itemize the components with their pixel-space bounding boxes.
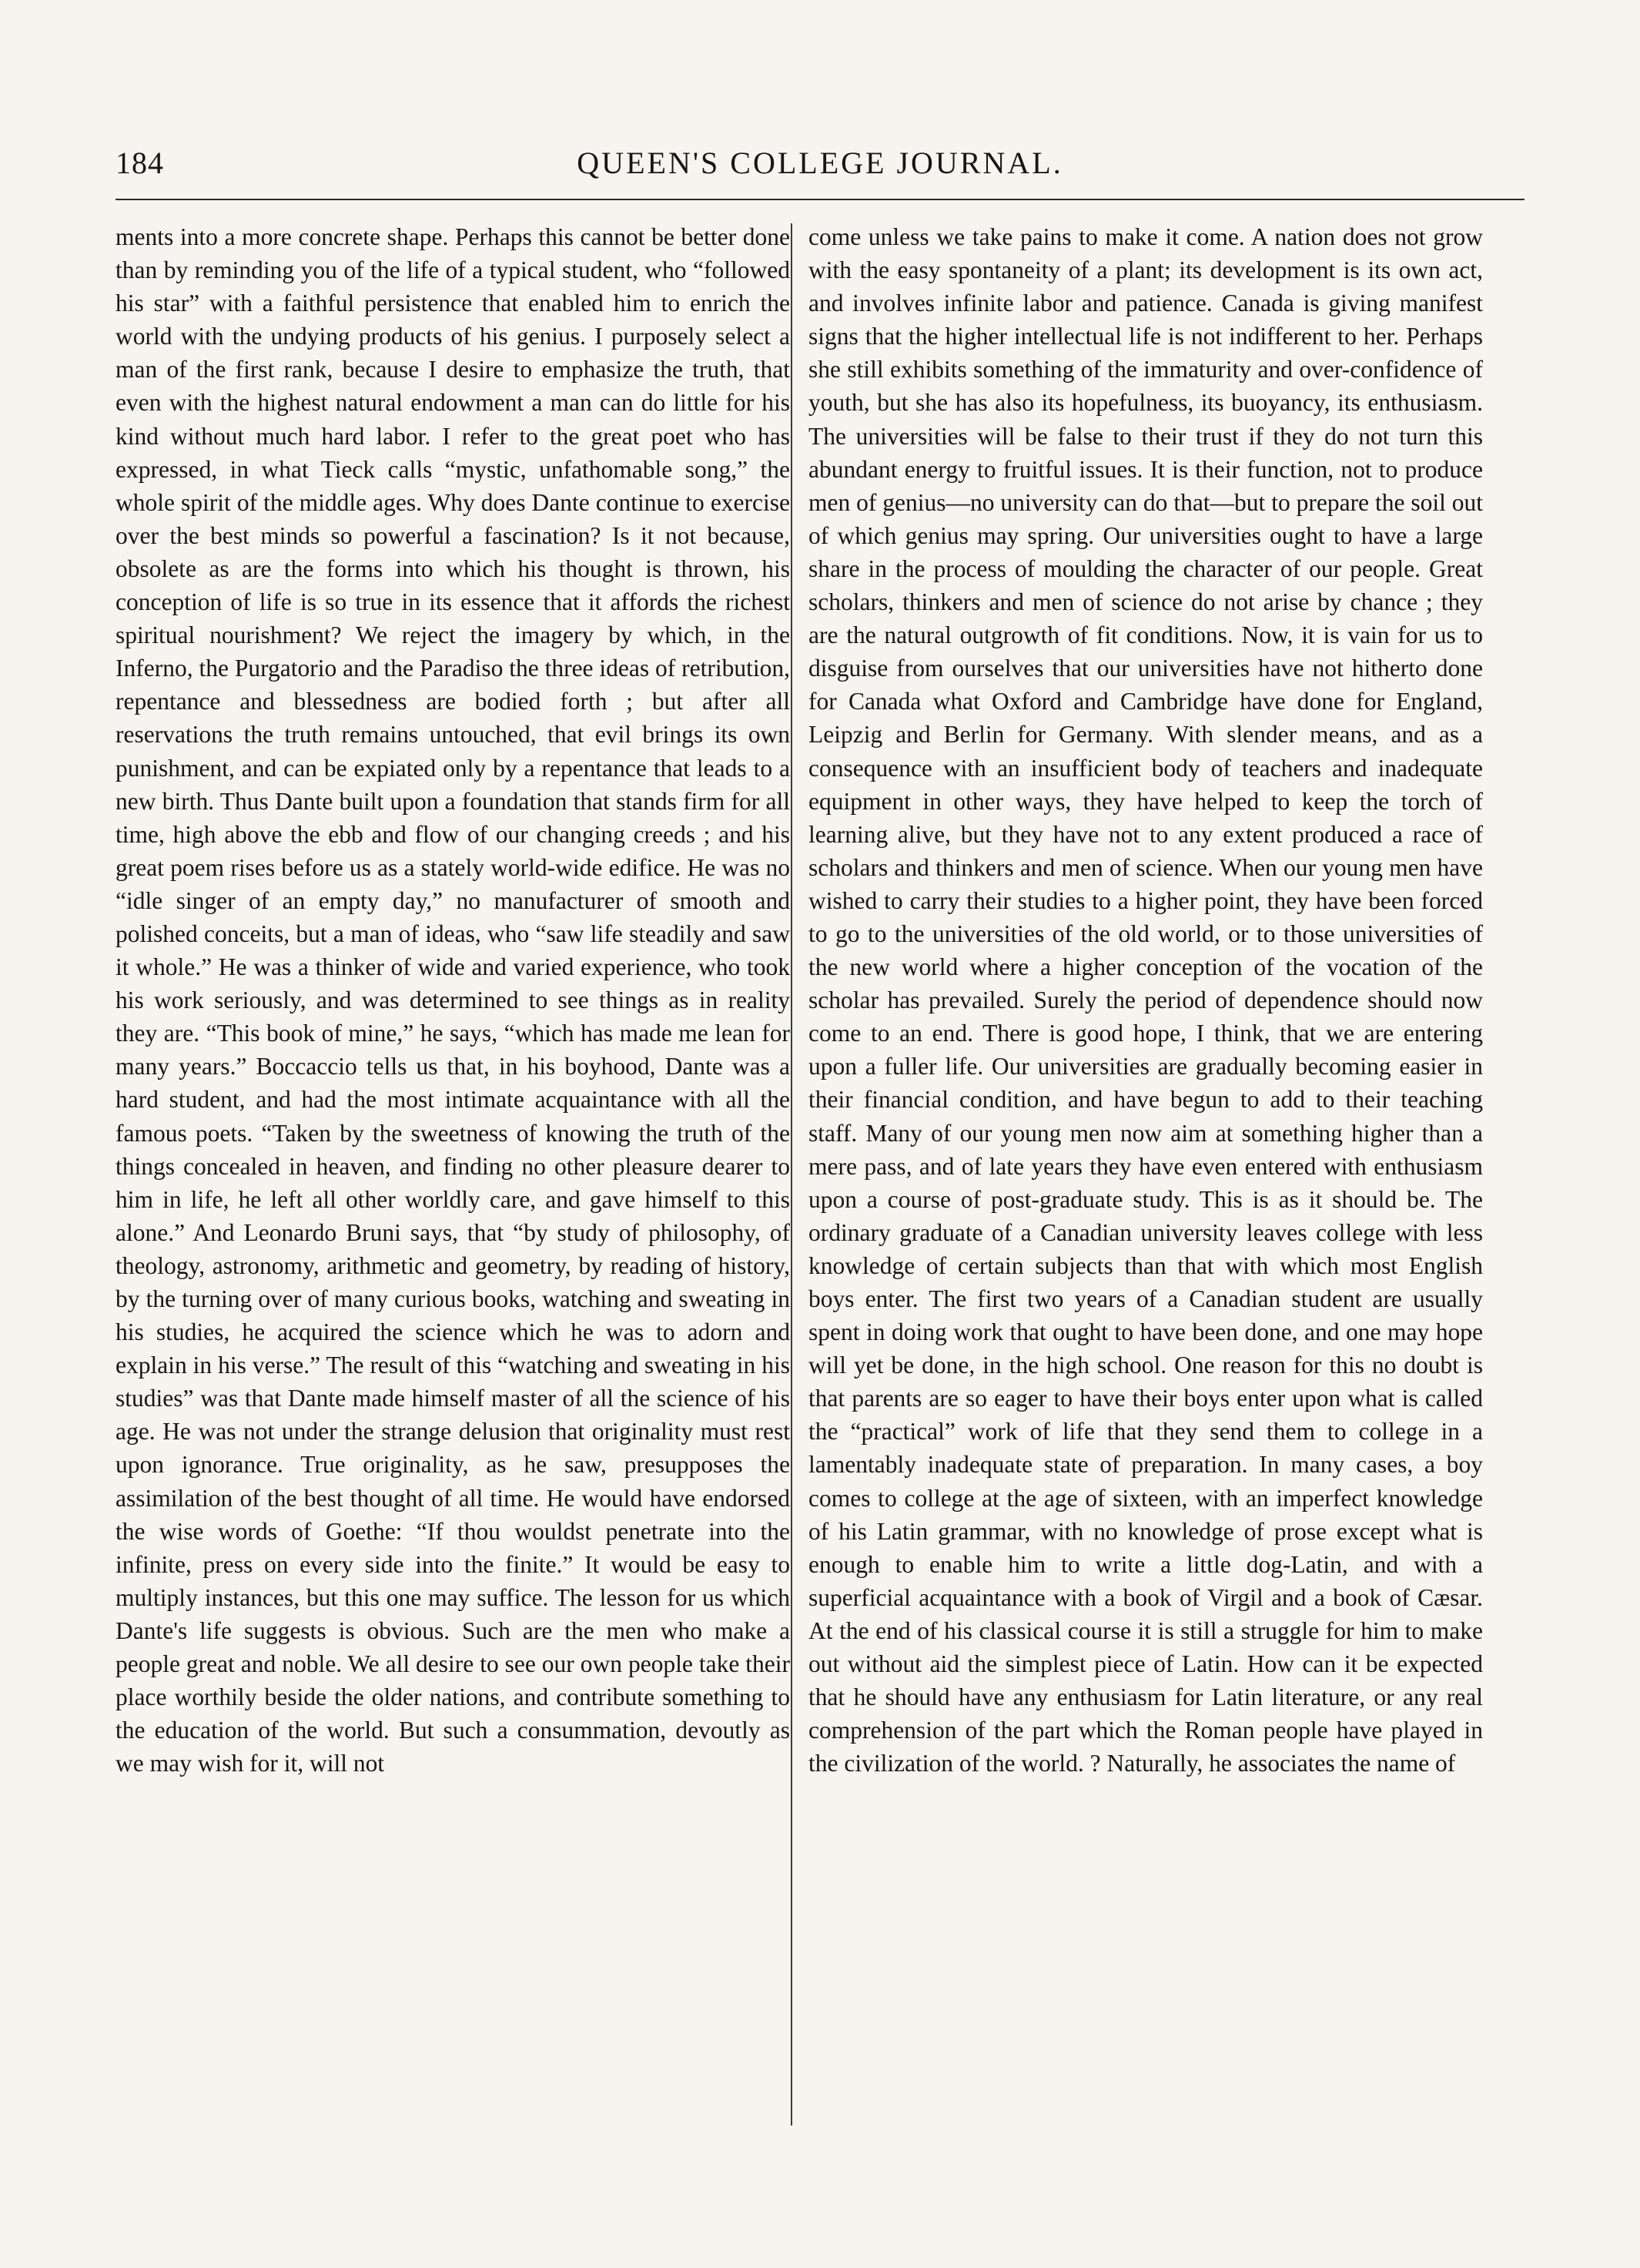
right-column-text: come unless we take pains to make it come. A nation does not grow with the easy spontaneity of a plant; its development is its own act, and involves infinite labor and patience. Canada is giving manifest signs that the higher intellectual life is not indifferent to her. Perhaps she still exhibits something of the immaturity and over-confidence of youth, but she has also its hopefulness, its buoyancy, its enthusiasm. The universities will be false to their trust if they do not turn this abundant energy to fruitful issues. It is their function, not to produce men of genius—no university can do that—but to prepare the soil out of which genius may spring. Our universities ought to have a large share in the process of moulding the character of our people. Great scholars, thinkers and men of science do not arise by chance ; they are the natural outgrowth of fit conditions. Now, it is vain for us to disguise from ourselves that our universities have not hitherto done for Canada what Oxford and Cambridge have done for England, Leipzig and Berlin for Germany. With slender means, and as a consequence with an insufficient body of teachers and inadequate equipment in other ways, they have helped to keep the torch of learning alive, but they have not to any extent produced a race of scholars and thinkers and men of science. When our young men have wished to carry their studies to a higher point, they have been forced to go to the universities of the old world, or to those universities of the new world where a higher conception of the vocation of the scholar has prevailed. Surely the period of dependence should now come to an end. There is good hope, I think, that we are entering upon a fuller life. Our universities are gradually becoming easier in their financial condition, and have begun to add to their teaching staff. Many of our young men now aim at something higher than a mere pass, and of late years they have even entered with enthusiasm upon a course of post-graduate study. This is as it should be. The ordinary graduate of a Canadian university leaves college with less knowledge of certain subjects than that with which most English boys enter. The first two years of a Canadian student are usually spent in doing work that ought to have been done, and one may hope will yet be done, in the high school. One reason for this no doubt is that parents are so eager to have their boys enter upon what is called the “practical” work of life that they send them to college in a lamentably inadequate state of preparation. In many cases, a boy comes to college at the age of sixteen, with an imperfect knowledge of his Latin grammar, with no knowledge of prose except what is enough to enable him to write a little dog-Latin, and with a superficial acquaintance with a book of Virgil and a book of Cæsar. At the end of his classical course it is still a struggle for him to make out without aid the simplest piece of Latin. How can it be expected that he should have any enthusiasm for Latin literature, or any real comprehension of the part which the Roman people have played in the civilization of the world. ? Naturally, he associates the name of (808, 223, 1483, 1777)
running-title: QUEEN'S COLLEGE JOURNAL. (577, 146, 1063, 180)
left-column (115, 220, 790, 1780)
page-number: 184 (115, 146, 164, 180)
left-column-text: ments into a more concrete shape. Perhaps this cannot be better done than by reminding you of the life of a typical student, who “followed his star” with a faithful persistence that enabled him to enrich the world with the undying products of his genius. I purposely select a man of the first rank, because I desire to emphasize the truth, that even with the highest natural endowment a man can do little for his kind without much hard labor. I refer to the great poet who has expressed, in what Tieck calls “mystic, unfathomable song,” the whole spirit of the middle ages. Why does Dante continue to exercise over the best minds so powerful a fascination? Is it not because, obsolete as are the forms into which his thought is thrown, his conception of life is so true in its essence that it affords the richest spiritual nourishment? We reject the imagery by which, in the Inferno, the Purgatorio and the Paradiso the three ideas of retribution, repentance and blessedness are bodied forth ; but after all reservations the truth remains untouched, that evil brings its own punishment, and can be expiated only by a repentance that leads to a new birth. Thus Dante built upon a foundation that stands firm for all time, high above the ebb and flow of our changing creeds ; and his great poem rises before us as a stately world-wide edifice. He was no “idle singer of an empty day,” no manufacturer of smooth and polished conceits, but a man of ideas, who “saw life steadily and saw it whole.” He was a thinker of wide and varied experience, who took his work seriously, and was determined to see things as in reality they are. “This book of mine,” he says, “which has made me lean for many years.” Boccaccio tells us that, in his boyhood, Dante was a hard student, and had the most intimate acquaintance with all the famous poets. “Taken by the sweetness of knowing the truth of the things concealed in heaven, and finding no other pleasure dearer to him in life, he left all other worldly care, and gave himself to this alone.” And Leonardo Bruni says, that “by study of philosophy, of theology, astronomy, arithmetic and geometry, by reading of history, by the turning over of many curious books, watching and sweating in his studies, he acquired the science which he was to adorn and explain in his verse.” The result of this “watching and sweating in his studies” was that Dante made himself master of all the science of his age. He was not under the strange delusion that originality must rest upon ignorance. True originality, as he saw, presupposes the assimilation of the best thought of all time. He would have endorsed the wise words of Goethe: “If thou wouldst penetrate into the infinite, press on every side into the finite.” It would be easy to multiply instances, but this one may suffice. The lesson for us which Dante's life suggests is obvious. Such are the men who make a people great and noble. We all desire to see our own people take their place worthily beside the older nations, and contribute something to the education of the world. But such a consummation, devoutly as we may wish for it, will not (115, 223, 790, 1777)
right-column (808, 220, 1483, 1780)
header-rule (115, 199, 1525, 200)
column-divider (791, 223, 792, 2126)
